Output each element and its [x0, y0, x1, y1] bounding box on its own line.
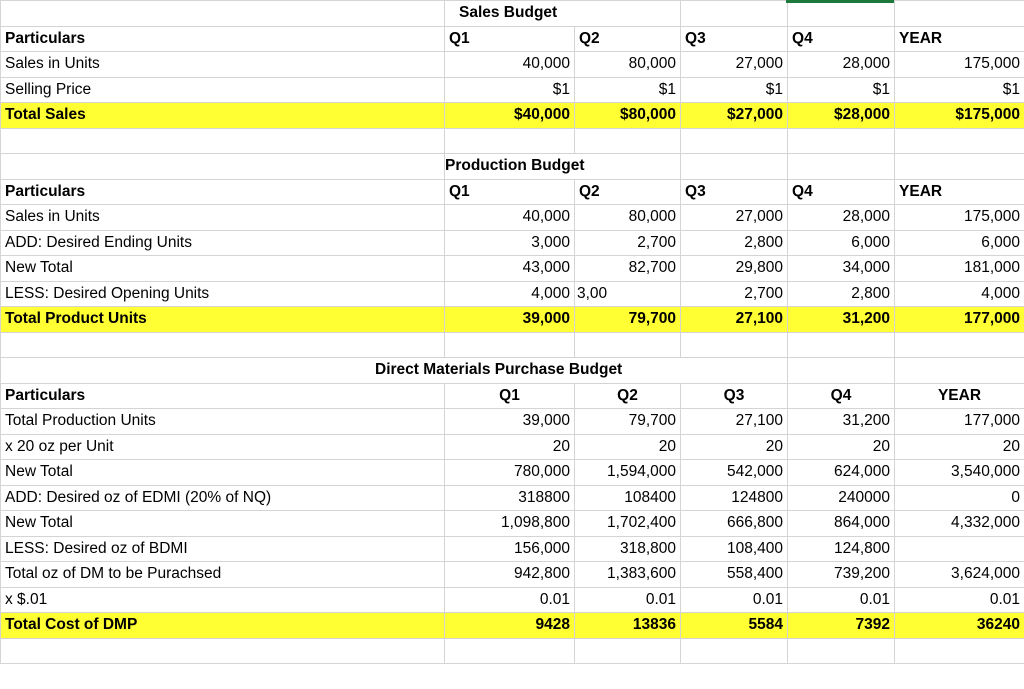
cell[interactable]: 2,800: [681, 230, 788, 256]
selected-column-indicator: [786, 0, 894, 3]
cell[interactable]: 240000: [788, 485, 895, 511]
cell[interactable]: [895, 536, 1024, 562]
cell[interactable]: 3,624,000: [895, 562, 1024, 588]
cell[interactable]: ADD: Desired oz of EDMI (20% of NQ): [1, 485, 445, 511]
production-title-row: [1, 154, 1024, 180]
cell[interactable]: Selling Price: [1, 77, 445, 103]
cell[interactable]: 40,000: [445, 52, 575, 78]
cell[interactable]: Q4: [788, 179, 895, 205]
cell[interactable]: 942,800: [445, 562, 575, 588]
cell[interactable]: LESS: Desired oz of BDMI: [1, 536, 445, 562]
dmp-title-row: [1, 358, 1024, 384]
sales-total-row: [1, 103, 1024, 129]
cell[interactable]: YEAR: [895, 383, 1024, 409]
cell[interactable]: Sales in Units: [1, 52, 445, 78]
cell[interactable]: 39,000: [445, 409, 575, 435]
cell[interactable]: 3,000: [445, 230, 575, 256]
cell[interactable]: 1,383,600: [575, 562, 681, 588]
cell[interactable]: 6,000: [895, 230, 1024, 256]
cell[interactable]: 27,000: [681, 52, 788, 78]
cell[interactable]: 5584: [681, 613, 788, 639]
cell[interactable]: 3,00: [575, 281, 681, 307]
cell[interactable]: YEAR: [895, 179, 1024, 205]
cell[interactable]: 79,700: [575, 307, 681, 333]
cell[interactable]: 9428: [445, 613, 575, 639]
cell[interactable]: 1,098,800: [445, 511, 575, 537]
cell[interactable]: 3,540,000: [895, 460, 1024, 486]
cell[interactable]: 4,332,000: [895, 511, 1024, 537]
cell[interactable]: $1: [575, 77, 681, 103]
table-row: [1, 511, 1024, 537]
cell[interactable]: 20: [575, 434, 681, 460]
table-row: [1, 536, 1024, 562]
cell[interactable]: 27,000: [681, 205, 788, 231]
cell[interactable]: Total Sales: [1, 103, 445, 129]
cell[interactable]: 27,100: [681, 409, 788, 435]
cell[interactable]: 29,800: [681, 256, 788, 282]
table-row: [1, 485, 1024, 511]
cell[interactable]: 666,800: [681, 511, 788, 537]
dmp-title: Direct Materials Purchase Budget: [375, 361, 623, 378]
table-row: [1, 230, 1024, 256]
cell[interactable]: Q1: [445, 179, 575, 205]
cell[interactable]: 780,000: [445, 460, 575, 486]
table-row: [1, 562, 1024, 588]
cell[interactable]: 177,000: [895, 307, 1024, 333]
dmp-total-row: [1, 613, 1024, 639]
cell[interactable]: LESS: Desired Opening Units: [1, 281, 445, 307]
table-row: [1, 409, 1024, 435]
cell[interactable]: 124800: [681, 485, 788, 511]
cell[interactable]: Q2: [575, 179, 681, 205]
table-row: [1, 52, 1024, 78]
cell[interactable]: 2,700: [575, 230, 681, 256]
cell[interactable]: 156,000: [445, 536, 575, 562]
cell[interactable]: 20: [445, 434, 575, 460]
cell[interactable]: $27,000: [681, 103, 788, 129]
cell[interactable]: 13836: [575, 613, 681, 639]
cell[interactable]: $80,000: [575, 103, 681, 129]
cell[interactable]: 739,200: [788, 562, 895, 588]
cell[interactable]: 43,000: [445, 256, 575, 282]
cell[interactable]: 318800: [445, 485, 575, 511]
cell[interactable]: 31,200: [788, 307, 895, 333]
cell[interactable]: 20: [895, 434, 1024, 460]
cell[interactable]: New Total: [1, 460, 445, 486]
cell[interactable]: 82,700: [575, 256, 681, 282]
cell[interactable]: 0.01: [575, 587, 681, 613]
table-row: [1, 460, 1024, 486]
cell[interactable]: Q4: [788, 383, 895, 409]
production-total-row: [1, 307, 1024, 333]
cell[interactable]: 108400: [575, 485, 681, 511]
cell[interactable]: 0.01: [895, 587, 1024, 613]
cell[interactable]: 542,000: [681, 460, 788, 486]
empty-row: [1, 332, 1024, 358]
cell[interactable]: Sales in Units: [1, 205, 445, 231]
cell[interactable]: 34,000: [788, 256, 895, 282]
cell[interactable]: 27,100: [681, 307, 788, 333]
cell[interactable]: Q3: [681, 179, 788, 205]
cell[interactable]: 79,700: [575, 409, 681, 435]
sales-header-row: [1, 26, 1024, 52]
cell[interactable]: YEAR: [895, 26, 1024, 52]
cell[interactable]: 175,000: [895, 52, 1024, 78]
cell[interactable]: 0.01: [788, 587, 895, 613]
cell[interactable]: 1,702,400: [575, 511, 681, 537]
cell[interactable]: 31,200: [788, 409, 895, 435]
sales-title-row: [1, 1, 1024, 27]
cell[interactable]: 864,000: [788, 511, 895, 537]
cell[interactable]: 0: [895, 485, 1024, 511]
cell[interactable]: Total Product Units: [1, 307, 445, 333]
table-row: [1, 205, 1024, 231]
empty-row: [1, 638, 1024, 664]
cell[interactable]: Q2: [575, 26, 681, 52]
cell[interactable]: 2,800: [788, 281, 895, 307]
cell[interactable]: 177,000: [895, 409, 1024, 435]
cell[interactable]: 108,400: [681, 536, 788, 562]
table-row: [1, 256, 1024, 282]
cell[interactable]: 28,000: [788, 52, 895, 78]
cell[interactable]: 318,800: [575, 536, 681, 562]
cell[interactable]: Total oz of DM to be Purachsed: [1, 562, 445, 588]
cell[interactable]: 0.01: [445, 587, 575, 613]
cell[interactable]: 4,000: [895, 281, 1024, 307]
cell[interactable]: Particulars: [1, 26, 445, 52]
cell[interactable]: 181,000: [895, 256, 1024, 282]
table-row: [1, 587, 1024, 613]
cell[interactable]: 0.01: [681, 587, 788, 613]
cell[interactable]: ADD: Desired Ending Units: [1, 230, 445, 256]
cell[interactable]: 20: [788, 434, 895, 460]
cell[interactable]: New Total: [1, 511, 445, 537]
cell[interactable]: 124,800: [788, 536, 895, 562]
empty-row: [1, 128, 1024, 154]
cell[interactable]: 20: [681, 434, 788, 460]
cell[interactable]: x 20 oz per Unit: [1, 434, 445, 460]
cell[interactable]: $28,000: [788, 103, 895, 129]
cell[interactable]: 39,000: [445, 307, 575, 333]
cell[interactable]: Particulars: [1, 179, 445, 205]
cell[interactable]: 36240: [895, 613, 1024, 639]
cell[interactable]: 28,000: [788, 205, 895, 231]
cell[interactable]: Q1: [445, 383, 575, 409]
cell[interactable]: $1: [788, 77, 895, 103]
cell[interactable]: 4,000: [445, 281, 575, 307]
cell[interactable]: 175,000: [895, 205, 1024, 231]
cell[interactable]: $1: [681, 77, 788, 103]
table-row: [1, 281, 1024, 307]
production-title[interactable]: Production Budget: [445, 154, 681, 180]
cell[interactable]: 624,000: [788, 460, 895, 486]
cell[interactable]: 1,594,000: [575, 460, 681, 486]
cell[interactable]: New Total: [1, 256, 445, 282]
cell[interactable]: Q3: [681, 383, 788, 409]
cell[interactable]: $1: [445, 77, 575, 103]
table-row: [1, 434, 1024, 460]
production-header-row: [1, 179, 1024, 205]
cell[interactable]: $40,000: [445, 103, 575, 129]
cell[interactable]: 80,000: [575, 52, 681, 78]
cell[interactable]: 80,000: [575, 205, 681, 231]
cell[interactable]: Particulars: [1, 383, 445, 409]
cell[interactable]: Total Cost of DMP: [1, 613, 445, 639]
cell[interactable]: Q1: [445, 26, 575, 52]
cell[interactable]: 6,000: [788, 230, 895, 256]
cell[interactable]: 2,700: [681, 281, 788, 307]
cell[interactable]: Total Production Units: [1, 409, 445, 435]
cell[interactable]: Q4: [788, 26, 895, 52]
dmp-header-row: [1, 383, 1024, 409]
table-row: [1, 77, 1024, 103]
cell[interactable]: Q3: [681, 26, 788, 52]
cell[interactable]: 7392: [788, 613, 895, 639]
sales-title[interactable]: Sales Budget: [445, 1, 681, 27]
cell[interactable]: 558,400: [681, 562, 788, 588]
cell[interactable]: 40,000: [445, 205, 575, 231]
cell[interactable]: $175,000: [895, 103, 1024, 129]
cell[interactable]: Q2: [575, 383, 681, 409]
cell[interactable]: x $.01: [1, 587, 445, 613]
cell[interactable]: $1: [895, 77, 1024, 103]
